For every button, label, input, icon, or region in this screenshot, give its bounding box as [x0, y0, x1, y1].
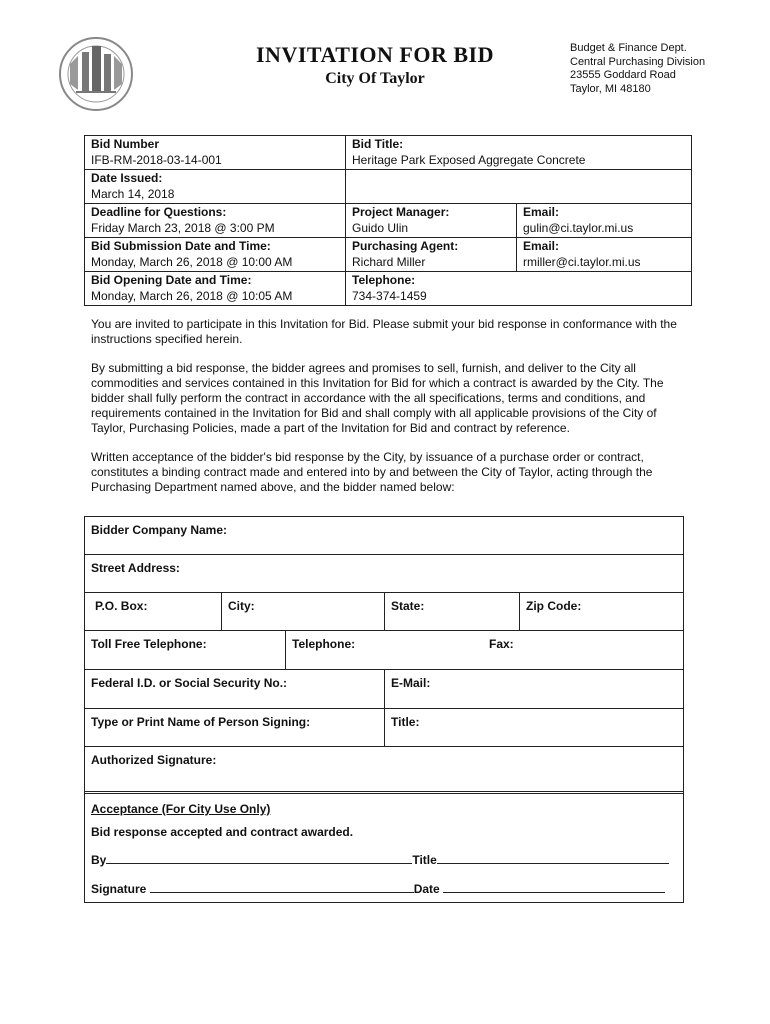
- date-issued-label: Date Issued:: [91, 171, 163, 185]
- bid-number-cell: [85, 136, 346, 170]
- signature-row: [85, 747, 683, 787]
- po-box-field[interactable]: P.O. Box:: [95, 599, 148, 613]
- intro-paragraph: You are invited to participate in this Invitation for Bid. Please submit your bid response in conformance with the instructions specified herein.: [91, 317, 677, 346]
- purchasing-agent-cell: [346, 238, 517, 272]
- project-manager-label: Project Manager:: [352, 205, 450, 219]
- street-field[interactable]: Street Address:: [91, 561, 180, 575]
- acceptance-section: [85, 791, 683, 905]
- signature-label: Signature: [91, 882, 147, 896]
- title-label: Title: [412, 853, 437, 867]
- company-field[interactable]: Bidder Company Name:: [91, 523, 228, 537]
- address-row: [85, 593, 683, 631]
- street-row: [85, 555, 683, 593]
- acceptance-paragraph: Written acceptance of the bidder's bid response by the City, by issuance of a purchase order or contract, constitutes a binding contract made and entered into by and between the City of Taylor, acting through the Purchasing Department named above, and the bidder named below:: [91, 450, 653, 494]
- company-row: [85, 517, 683, 555]
- signature-blank[interactable]: [150, 881, 414, 893]
- pa-email-value[interactable]: rmiller@ci.taylor.mi.us: [523, 254, 641, 269]
- empty-cell: [346, 170, 692, 204]
- address-line: Central Purchasing Division: [570, 55, 706, 68]
- by-title-line: [91, 852, 669, 867]
- date-issued-cell: [85, 170, 346, 204]
- federal-id-field[interactable]: Federal I.D. or Social Security No.:: [91, 676, 288, 690]
- bid-number-label: Bid Number: [91, 137, 160, 151]
- signer-title-field[interactable]: Title:: [384, 709, 683, 746]
- project-manager-cell: [346, 204, 517, 238]
- zip-field[interactable]: Zip Code:: [519, 593, 683, 630]
- date-blank[interactable]: [443, 881, 665, 893]
- opening-label: Bid Opening Date and Time:: [91, 273, 252, 287]
- opening-cell: [85, 272, 346, 306]
- pa-email-cell: [517, 238, 692, 272]
- bid-title-cell: [346, 136, 692, 170]
- submission-value: Monday, March 26, 2018 @ 10:00 AM: [91, 254, 293, 269]
- address-line: 23555 Goddard Road: [570, 69, 676, 81]
- state-field[interactable]: State:: [384, 593, 519, 630]
- purchasing-agent-label: Purchasing Agent:: [352, 239, 459, 253]
- title-blank[interactable]: [437, 852, 669, 864]
- address-line: Taylor, MI 48180: [570, 82, 651, 95]
- acceptance-statement: Bid response accepted and contract awarded.: [91, 825, 354, 839]
- authorized-signature-field[interactable]: Authorized Signature:: [91, 753, 217, 767]
- project-manager-value: Guido Ulin: [352, 220, 409, 235]
- by-label: By: [91, 853, 107, 867]
- bid-number-value: IFB-RM-2018-03-14-001: [91, 152, 222, 167]
- city-seal-logo: [52, 34, 142, 114]
- opening-value: Monday, March 26, 2018 @ 10:05 AM: [91, 288, 293, 303]
- by-blank[interactable]: [106, 852, 412, 864]
- deadline-value: Friday March 23, 2018 @ 3:00 PM: [91, 220, 275, 235]
- signature-date-line: [91, 881, 665, 896]
- telephone-label: Telephone:: [352, 273, 416, 287]
- deadline-cell: [85, 204, 346, 238]
- purchasing-agent-value: Richard Miller: [352, 254, 426, 269]
- fax-field[interactable]: Fax:: [489, 637, 514, 651]
- city-field[interactable]: City:: [221, 593, 384, 630]
- deadline-label: Deadline for Questions:: [91, 205, 227, 219]
- email-field[interactable]: E-Mail:: [384, 670, 683, 708]
- date-label: Date: [413, 882, 440, 896]
- bid-title-label: Bid Title:: [352, 137, 404, 151]
- phone-row: [85, 631, 683, 670]
- signer-row: [85, 709, 683, 747]
- pm-email-label: Email:: [523, 205, 560, 219]
- toll-free-field[interactable]: Toll Free Telephone:: [91, 637, 207, 651]
- department-address: [570, 42, 705, 96]
- signer-name-field[interactable]: Type or Print Name of Person Signing:: [91, 715, 311, 729]
- city-name: City Of Taylor: [325, 70, 425, 87]
- telephone-field[interactable]: Telephone:: [285, 631, 483, 669]
- telephone-cell: [346, 272, 692, 306]
- bidder-form: [84, 516, 684, 903]
- bid-title-value: Heritage Park Exposed Aggregate Concrete: [352, 152, 586, 167]
- acceptance-heading: Acceptance (For City Use Only): [91, 802, 271, 816]
- pa-email-label: Email:: [523, 239, 560, 253]
- pm-email-value[interactable]: gulin@ci.taylor.mi.us: [523, 220, 634, 235]
- pm-email-cell: [517, 204, 692, 238]
- bid-info-table: [84, 135, 692, 306]
- submission-cell: [85, 238, 346, 272]
- page-title: INVITATION FOR BID: [256, 42, 494, 67]
- telephone-value: 734-374-1459: [352, 288, 427, 303]
- terms-paragraph: By submitting a bid response, the bidder agrees and promises to sell, furnish, and deliver to the City all commodities and services contained in this Invitation for Bid for which a contract is awarded by the City. The bidder shall fully perform the contract in accordance with the all specifications, terms and conditions, and requirements contained in the Invitation for Bid and shall comply with all applicable provisions of the City of Taylor, Purchasing Policies, made a part of the Invitation for Bid and contract by reference.: [91, 361, 664, 435]
- address-line: Budget & Finance Dept.: [570, 42, 687, 54]
- date-issued-value: March 14, 2018: [91, 186, 175, 201]
- id-row: [85, 670, 683, 709]
- submission-label: Bid Submission Date and Time:: [91, 239, 271, 253]
